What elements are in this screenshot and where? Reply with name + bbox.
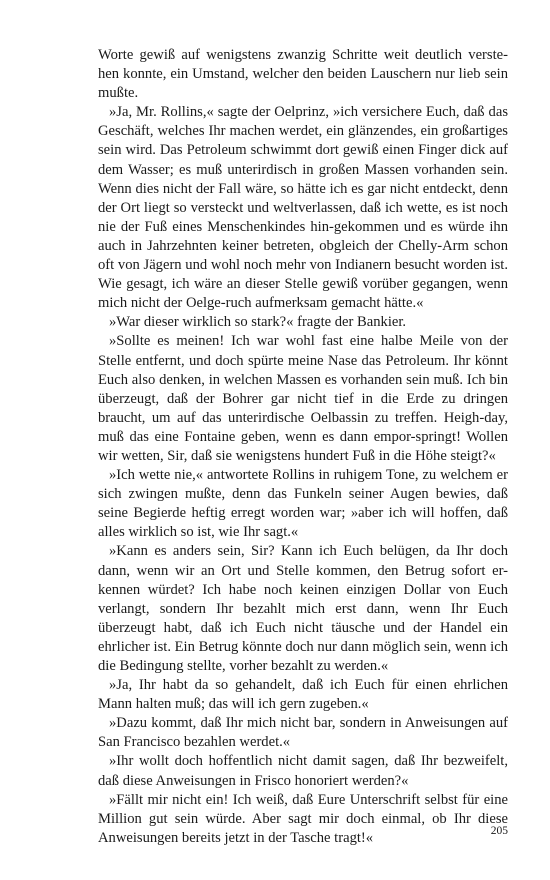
paragraph: »Kann es anders sein, Sir? Kann ich Euch belügen, da Ihr doch dann, wenn wir an Ort und Stelle kommen, den Betrug sofort er-kennen würdet? Ich habe noch keinen einzigen Dollar von Euch verlangt, sondern Ihr bezahlt mich erst dann, wenn Ihr Euch überzeugt habt, daß ich Euch nicht täusche und der Handel ein ehrlicher ist. Ein Betrug könnte doch nur dann möglich sein, wenn ich die Bedingung stellte, vorher bezahlt zu werden.«	[98, 543, 508, 674]
paragraph: »Fällt mir nicht ein! Ich weiß, daß Eure Unterschrift selbst für eine Million gut sein würde. Aber sagt mir doch einmal, ob Ihr diese Anweisungen bereits jetzt in der Tasche tragt!«	[98, 791, 508, 846]
book-page	[98, 46, 508, 848]
paragraph: »Ja, Ihr habt da so gehandelt, daß ich Euch für einen ehrlichen Mann halten muß; das will ich gern zugeben.«	[98, 677, 508, 713]
paragraph: »Dazu kommt, daß Ihr mich nicht bar, sondern in Anweisungen auf San Francisco bezahlen werdet.«	[98, 715, 508, 751]
paragraph: »War dieser wirklich so stark?« fragte der Bankier.	[109, 314, 407, 331]
paragraph: »Ihr wollt doch hoffentlich nicht damit sagen, daß Ihr bezweifelt, daß diese Anweisungen in Frisco honoriert werden?«	[98, 753, 508, 789]
page-number: 205	[490, 825, 508, 837]
paragraph: »Ich wette nie,« antwortete Rollins in ruhigem Tone, zu welchem er sich zwingen mußte, denn das Funkeln seiner Augen bewies, daß seine Begierde heftig erregt worden war; »aber ich will hoffen, daß alles wirklich so ist, wie Ihr sagt.«	[98, 467, 508, 541]
paragraph: Worte gewiß auf wenigstens zwanzig Schritte weit deutlich verste-hen konnte, ein Umstand, welcher den beiden Lauschern nur lieb sein mußte.	[98, 47, 508, 102]
paragraph: »Sollte es meinen! Ich war wohl fast eine halbe Meile von der Stelle entfernt, und doch spürte meine Nase das Petroleum. Ihr könnt Euch also denken, in welchen Massen es vorhanden sein muß. Ich bin überzeugt, daß der Bohrer gar nicht tief in die Erde zu dringen braucht, um auf das unterirdische Oelbassin zu treffen. Heigh-day, muß das eine Fontaine geben, wenn es dann empor-springt! Wollen wir wetten, Sir, daß sie wenigstens hundert Fuß in die Höhe steigt?«	[98, 333, 508, 464]
paragraph: »Ja, Mr. Rollins,« sagte der Oelprinz, »ich versichere Euch, daß das Geschäft, welches Ihr machen werdet, ein glänzendes, ein großartiges sein wird. Das Petroleum schwimmt dort gewiß einen Finger dick auf dem Wasser; es muß unterirdisch in großen Massen vorhanden sein. Wenn dies nicht der Fall wäre, so hätte ich es gar nicht entdeckt, denn der Ort liegt so versteckt und weltverlassen, daß ich wette, es ist noch nie der Fuß eines Menschenkindes hin-gekommen und es würde ihn auch in Jahrzehnten keiner betreten, obgleich der Chelly-Arm schon oft von Jägern und wohl noch mehr von Indianern besucht worden ist. Wie gesagt, ich wäre an dieser Stelle gewiß vorüber gegangen, wenn mich nicht der Oelge-ruch aufmerksam gemacht hätte.«	[98, 104, 508, 312]
